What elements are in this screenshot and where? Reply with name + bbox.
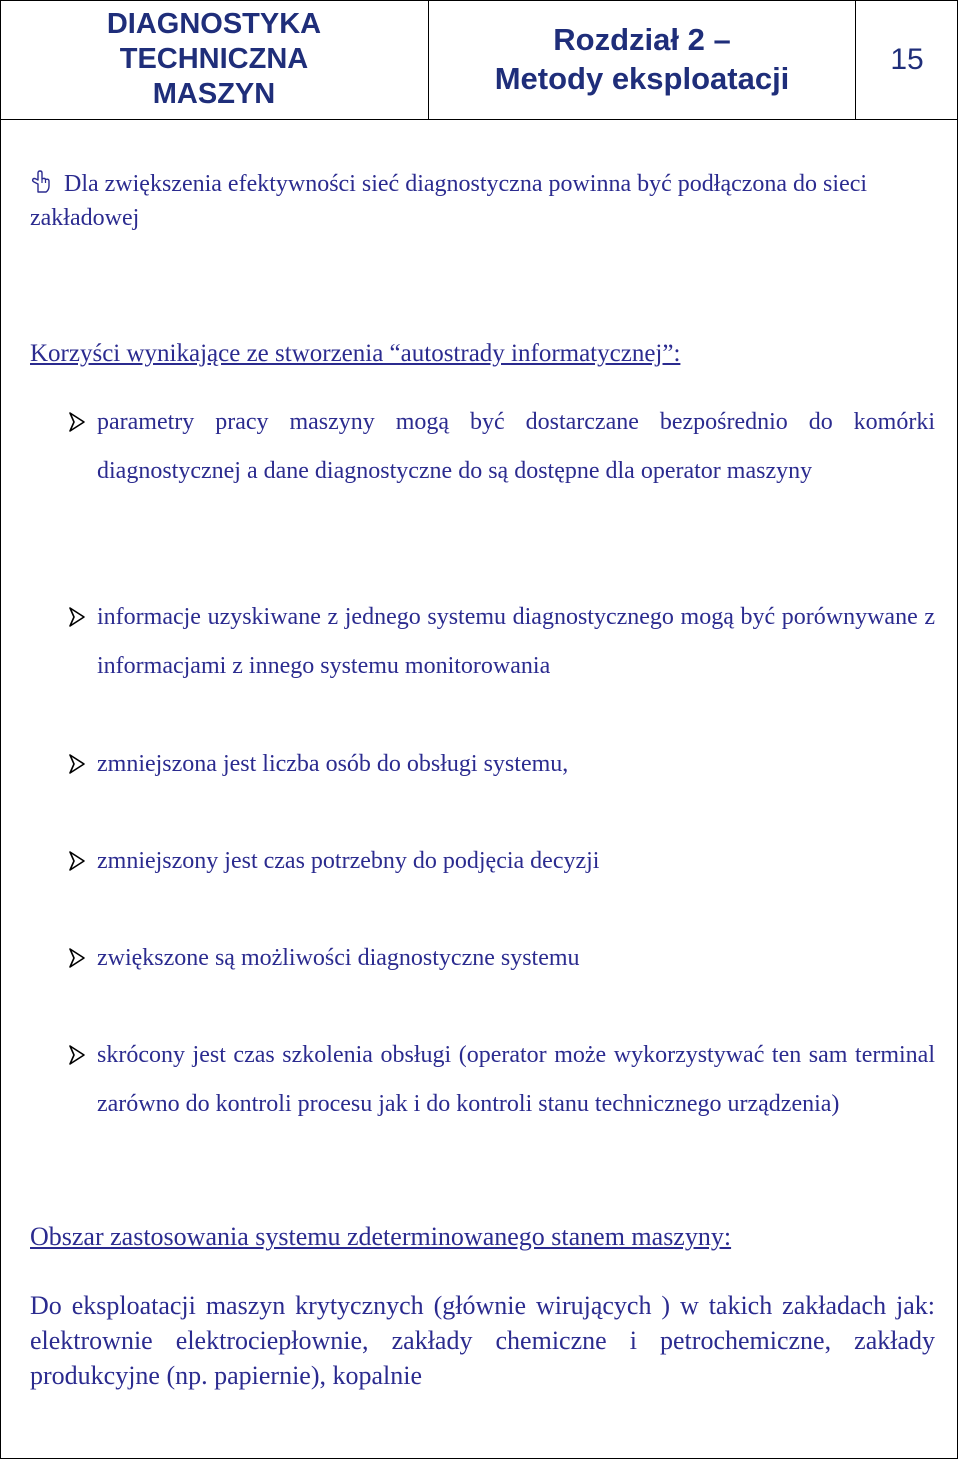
list-item-text: parametry pracy maszyny mogą być dostarczane bezpośrednio do komórki diagnostycznej a dane diagnostyczne do są dostępne dla operator maszyny (97, 409, 935, 484)
header-book-title-line: TECHNICZNA (119, 43, 309, 76)
header-book-title-line: MASZYN (152, 77, 276, 110)
list-item (67, 740, 935, 789)
arrow-bullet-icon (67, 410, 87, 434)
list-item-text: skrócony jest czas szkolenia obsługi (operator może wykorzystywać ten sam terminal zarówno do kontroli procesu jak i do kontroli stanu technicznego urządzenia) (97, 1042, 935, 1117)
intro-text: Dla zwiększenia efektywności sieć diagnostyczna powinna być podłączona do sieci zakładowej (30, 171, 868, 231)
arrow-bullet-icon (67, 1043, 87, 1067)
list-item-text: informacje uzyskiwane z jednego systemu diagnostycznego mogą być porównywane z informacjami z innego systemu monitorowania (97, 604, 935, 679)
benefits-heading: Korzyści wynikające ze stworzenia “autostrady informatycznej”: (30, 340, 681, 367)
header-book-title-line: DIAGNOSTYKA (106, 8, 322, 41)
header-chapter-line: Rozdział 2 – (553, 21, 731, 57)
list-item (67, 934, 935, 983)
list-item-text: zmniejszona jest liczba osób do obsługi systemu, (97, 751, 569, 777)
header-chapter-title (429, 0, 856, 119)
arrow-bullet-icon (67, 946, 87, 970)
list-item (67, 837, 935, 886)
arrow-bullet-icon (67, 605, 87, 629)
page-header (0, 0, 958, 120)
list-item (67, 1031, 935, 1129)
application-heading: Obszar zastosowania systemu zdeterminowanego stanem maszyny: (30, 1222, 732, 1251)
arrow-bullet-icon (67, 752, 87, 776)
list-item (67, 398, 935, 496)
header-book-title (0, 0, 429, 119)
page-number: 15 (890, 42, 924, 76)
header-chapter-line: Metody eksploatacji (494, 60, 790, 96)
list-item (67, 593, 935, 691)
list-item-text: zwiększone są możliwości diagnostyczne systemu (97, 945, 580, 971)
pointing-hand-icon (30, 170, 52, 194)
intro-paragraph (30, 167, 935, 235)
arrow-bullet-icon (67, 849, 87, 873)
list-item-text: zmniejszony jest czas potrzebny do podjęcia decyzji (97, 848, 600, 874)
application-paragraph: Do eksploatacji maszyn krytycznych (głównie wirujących ) w takich zakładach jak: elektrownie elektrociepłownie, zakłady chemiczne i petrochemiczne, zakłady produkcyjne (np. papiernie), kopalnie (30, 1291, 935, 1390)
